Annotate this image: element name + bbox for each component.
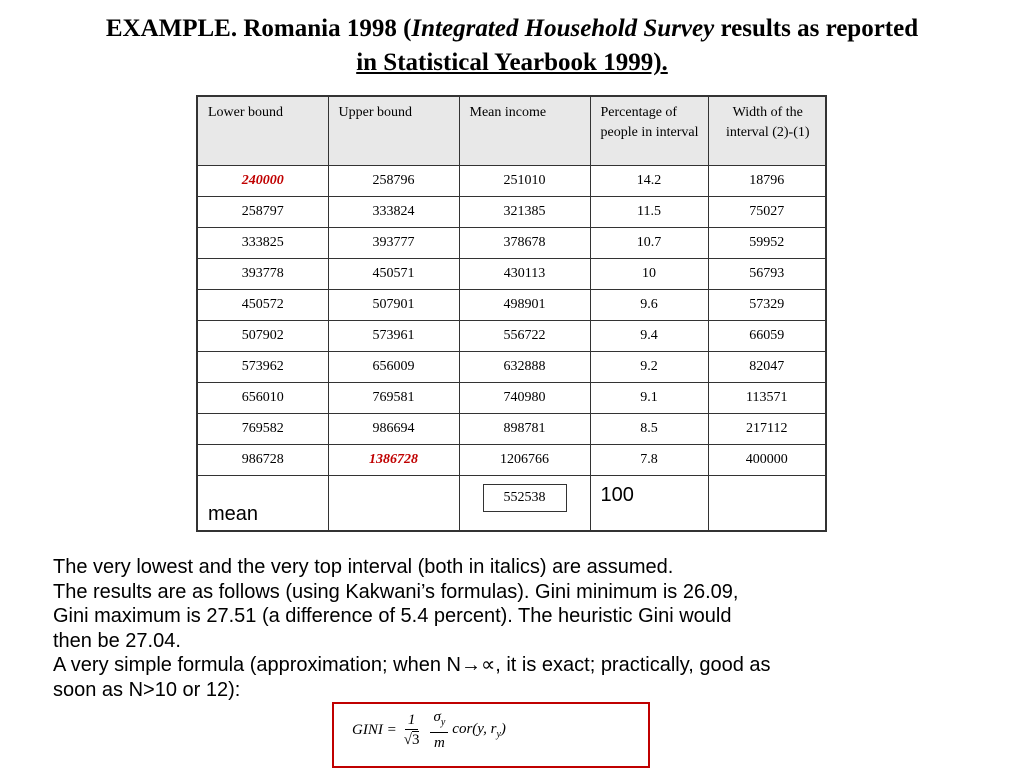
table-cell: 258797	[197, 196, 328, 227]
table-cell: 507901	[328, 289, 459, 320]
table-cell: 450571	[328, 258, 459, 289]
note-line: The results are as follows (using Kakwani’s formulas). Gini minimum is 26.09,	[53, 580, 739, 603]
table-cell: 986728	[197, 444, 328, 475]
table-cell: 656010	[197, 382, 328, 413]
table-cell: 18796	[708, 165, 826, 196]
table-cell-assumed-lower-bound: 240000	[197, 165, 328, 196]
table-row	[197, 444, 826, 475]
table-cell: 10.7	[590, 227, 708, 258]
summary-mean-cell	[459, 475, 590, 531]
table-cell: 9.6	[590, 289, 708, 320]
column-header-lower-bound: Lower bound	[197, 96, 328, 165]
formula-numerator-2: $\sigma_y$	[430, 708, 448, 733]
table-cell: 66059	[708, 320, 826, 351]
table-cell: 113571	[708, 382, 826, 413]
percentage-total: 100	[600, 483, 634, 506]
table-cell: 986694	[328, 413, 459, 444]
formula-fraction-2	[430, 708, 448, 753]
table-cell-empty	[328, 475, 459, 531]
table-cell: 632888	[459, 351, 590, 382]
table-cell: 1206766	[459, 444, 590, 475]
table-cell-assumed-upper-bound: 1386728	[328, 444, 459, 475]
column-header-upper-bound: Upper bound	[328, 96, 459, 165]
table-cell: 333825	[197, 227, 328, 258]
table-cell: 393778	[197, 258, 328, 289]
table-header-row	[197, 96, 826, 165]
table-row	[197, 165, 826, 196]
table-cell: 656009	[328, 351, 459, 382]
table-row	[197, 351, 826, 382]
gini-formula	[352, 708, 506, 753]
overall-mean-income: 552538	[483, 484, 567, 512]
table-cell: 82047	[708, 351, 826, 382]
table-cell: 430113	[459, 258, 590, 289]
table-cell: 556722	[459, 320, 590, 351]
page-title	[0, 12, 1024, 80]
note-line: The very lowest and the very top interval (both in italics) are assumed.	[53, 556, 674, 578]
table-cell: 10	[590, 258, 708, 289]
table-cell-empty	[708, 475, 826, 531]
table-cell: 59952	[708, 227, 826, 258]
table-cell: 769581	[328, 382, 459, 413]
table-summary-row	[197, 475, 826, 531]
note-line: then be 27.04.	[53, 629, 181, 652]
title-line-1: EXAMPLE. Romania 1998 (Integrated Household Survey results as reported	[105, 15, 919, 42]
formula-denominator-2: m	[433, 735, 445, 751]
table-row	[197, 196, 826, 227]
table-cell: 14.2	[590, 165, 708, 196]
table-cell: 217112	[708, 413, 826, 444]
income-interval-table	[196, 95, 827, 532]
table-row	[197, 289, 826, 320]
table-row	[197, 320, 826, 351]
table-cell: 769582	[197, 413, 328, 444]
formula-fraction-1	[401, 711, 423, 750]
summary-percentage-cell	[590, 475, 708, 531]
table-row	[197, 258, 826, 289]
table-row	[197, 413, 826, 444]
table-row	[197, 227, 826, 258]
formula-correlation: cor(y, $r_y$)	[452, 721, 506, 740]
table-cell: 75027	[708, 196, 826, 227]
formula-lhs: GINI =	[352, 722, 397, 738]
formula-numerator-1: 1	[405, 711, 419, 730]
table-cell: 378678	[459, 227, 590, 258]
title-line-2: in Statistical Yearbook 1999).	[356, 49, 668, 76]
table-cell: 7.8	[590, 444, 708, 475]
note-line: A very simple formula (approximation; when N→∝, it is exact; practically, good as	[53, 654, 771, 676]
mean-label: mean	[208, 502, 259, 525]
table-cell: 11.5	[590, 196, 708, 227]
table-cell: 740980	[459, 382, 590, 413]
table-cell: 507902	[197, 320, 328, 351]
table-cell: 321385	[459, 196, 590, 227]
table-cell: 8.5	[590, 413, 708, 444]
table-cell: 9.2	[590, 351, 708, 382]
table-cell: 573962	[197, 351, 328, 382]
column-header-width: Width of the interval (2)-(1)	[708, 96, 826, 165]
table-cell: 9.1	[590, 382, 708, 413]
table-cell: 498901	[459, 289, 590, 320]
column-header-mean-income: Mean income	[459, 96, 590, 165]
table-cell: 450572	[197, 289, 328, 320]
table-cell: 57329	[708, 289, 826, 320]
note-line: soon as N>10 or 12):	[53, 678, 241, 701]
table-cell: 258796	[328, 165, 459, 196]
sqrt-icon: √3	[403, 732, 420, 748]
table-cell: 9.4	[590, 320, 708, 351]
gini-formula-box	[332, 702, 650, 768]
note-line: Gini maximum is 27.51 (a difference of 5.4 percent). The heuristic Gini would	[53, 605, 732, 627]
formula-denominator-1	[401, 730, 423, 750]
table-cell: 898781	[459, 413, 590, 444]
table-cell: 393777	[328, 227, 459, 258]
table-cell: 56793	[708, 258, 826, 289]
explanation-text	[53, 555, 1013, 702]
table-cell: 251010	[459, 165, 590, 196]
summary-label-cell	[197, 475, 328, 531]
table-cell: 573961	[328, 320, 459, 351]
table-row	[197, 382, 826, 413]
table-cell: 333824	[328, 196, 459, 227]
column-header-percentage: Percentage of people in interval	[590, 96, 708, 165]
table-cell: 400000	[708, 444, 826, 475]
